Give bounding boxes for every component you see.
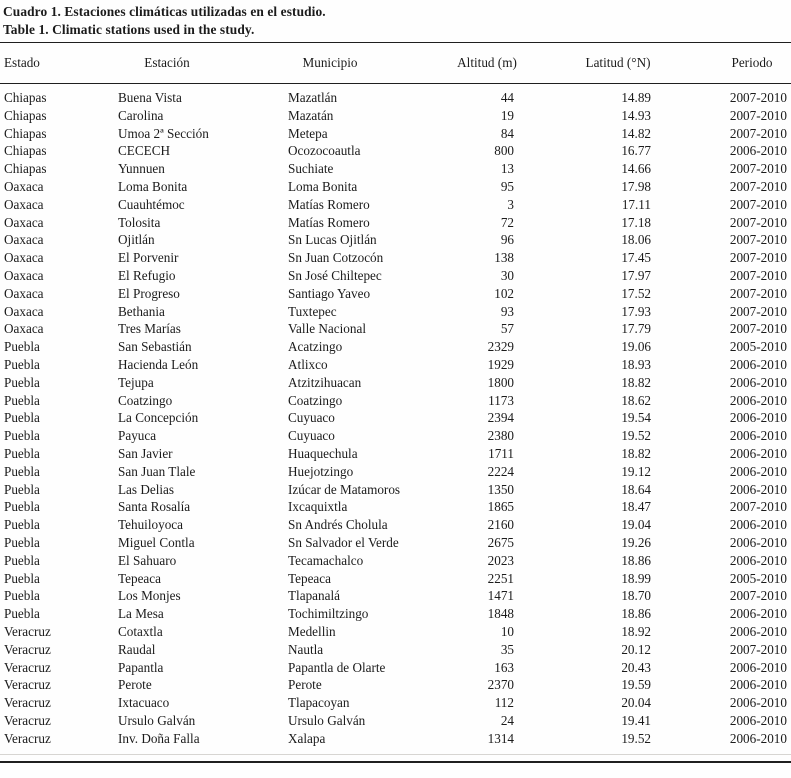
column-header-altitud: Altitud (m) [447,43,545,84]
table-row [0,481,791,499]
cell-periodo: 2007-2010 [729,232,787,248]
cell-municipio: Tochimiltzingo [288,606,369,622]
cell-altitud: 84 [500,125,514,141]
table-row [0,356,791,374]
cell-estacion: Tejupa [118,374,154,390]
cell-altitud: 1350 [487,481,514,497]
table-row [0,267,791,285]
cell-municipio: Suchiate [288,161,334,177]
cell-latitud: 14.93 [621,107,651,123]
cell-municipio: Nautla [288,641,324,657]
cell-altitud: 2370 [487,677,514,693]
cell-estado: Puebla [4,356,40,372]
table-row [0,285,791,303]
cell-estado: Puebla [4,534,40,550]
table-row [0,107,791,125]
cell-estacion: Ixtacuaco [118,695,170,711]
table-row [0,445,791,463]
table-title-spanish: Cuadro 1. Estaciones climáticas utilizadas en el estudio. [3,4,326,19]
table-row [0,623,791,641]
cell-latitud: 18.64 [621,481,651,497]
cell-estado: Puebla [4,499,40,515]
cell-estado: Veracruz [4,641,51,657]
table-row [0,498,791,516]
footer-spacer-row [0,755,791,763]
cell-periodo: 2006-2010 [729,712,787,728]
table-row [0,338,791,356]
cell-altitud: 57 [500,321,514,337]
cell-latitud: 16.77 [621,143,651,159]
cell-estado: Oaxaca [4,214,44,230]
cell-estacion: Las Delias [118,481,175,497]
cell-periodo: 2007-2010 [729,267,787,283]
cell-estado: Puebla [4,445,40,461]
cell-municipio: Cuyuaco [288,428,335,444]
cell-latitud: 18.06 [621,232,651,248]
table-row [0,320,791,338]
cell-estado: Veracruz [4,659,51,675]
cell-estado: Oaxaca [4,267,44,283]
cell-estacion: Miguel Contla [118,534,195,550]
cell-estacion: Carolina [118,107,164,123]
cell-municipio: Atzitzihuacan [288,374,362,390]
table-row [0,641,791,659]
table-row [0,676,791,694]
cell-municipio: Valle Nacional [288,321,366,337]
cell-latitud: 17.52 [621,285,651,301]
cell-latitud: 19.52 [621,428,651,444]
table-row [0,659,791,677]
column-header-estacion: Estación [114,43,279,84]
table-row [0,178,791,196]
cell-periodo: 2007-2010 [729,196,787,212]
cell-municipio: Medellin [288,623,336,639]
cell-estacion: Yunnuen [118,161,165,177]
cell-estacion: La Mesa [118,606,164,622]
table-row [0,570,791,588]
cell-estacion: Inv. Doña Falla [118,730,200,746]
cell-altitud: 2380 [487,428,514,444]
cell-municipio: Sn Lucas Ojitlán [288,232,377,248]
cell-altitud: 1929 [487,356,514,372]
cell-altitud: 95 [500,178,514,194]
cell-periodo: 2007-2010 [729,125,787,141]
cell-periodo: 2007-2010 [729,214,787,230]
cell-latitud: 18.70 [621,588,651,604]
cell-estado: Puebla [4,517,40,533]
table-row [0,463,791,481]
cell-estado: Puebla [4,374,40,390]
cell-municipio: Matías Romero [288,196,370,212]
cell-municipio: Metepa [288,125,328,141]
cell-latitud: 18.92 [621,623,651,639]
cell-altitud: 1314 [487,730,514,746]
cell-periodo: 2006-2010 [729,677,787,693]
cell-altitud: 1865 [487,499,514,515]
cell-latitud: 18.82 [621,374,651,390]
cell-periodo: 2007-2010 [729,90,787,105]
table-row [0,84,791,107]
cell-estado: Oaxaca [4,250,44,266]
cell-altitud: 24 [500,712,514,728]
cell-estacion: Loma Bonita [118,178,188,194]
cell-estacion: El Sahuaro [118,552,177,568]
cell-estado: Chiapas [4,107,47,123]
cell-estado: Puebla [4,428,40,444]
bottom-rule-spacer [0,755,791,763]
cell-periodo: 2006-2010 [729,356,787,372]
cell-estacion: CECECH [118,143,171,159]
cell-municipio: Tlapanalá [288,588,340,604]
cell-estado: Oaxaca [4,178,44,194]
cell-altitud: 1800 [487,374,514,390]
cell-municipio: Loma Bonita [288,178,358,194]
table-row [0,409,791,427]
cell-latitud: 19.59 [621,677,651,693]
cell-periodo: 2006-2010 [729,623,787,639]
cell-latitud: 19.26 [621,534,651,550]
cell-estacion: La Concepción [118,410,199,426]
cell-municipio: Tlapacoyan [288,695,350,711]
cell-altitud: 2394 [487,410,514,426]
table-row [0,160,791,178]
cell-estacion: Papantla [118,659,164,675]
cell-periodo: 2006-2010 [729,517,787,533]
table-title-english: Table 1. Climatic stations used in the study. [3,21,255,37]
cell-periodo: 2006-2010 [729,659,787,675]
cell-periodo: 2005-2010 [729,339,787,355]
cell-municipio: Matías Romero [288,214,370,230]
cell-municipio: Mazatlán [288,90,338,105]
cell-estado: Chiapas [4,90,47,105]
cell-altitud: 30 [500,267,514,283]
cell-estacion: Tolosita [118,214,161,230]
cell-estado: Oaxaca [4,285,44,301]
cell-altitud: 1711 [488,445,514,461]
table-row [0,125,791,143]
cell-periodo: 2007-2010 [729,303,787,319]
column-header-periodo: Periodo [680,43,791,84]
cell-periodo: 2006-2010 [729,606,787,622]
cell-periodo: 2007-2010 [729,178,787,194]
cell-estado: Puebla [4,339,40,355]
cell-latitud: 17.93 [621,303,651,319]
cell-latitud: 19.04 [621,517,651,533]
cell-periodo: 2006-2010 [729,374,787,390]
cell-estado: Chiapas [4,143,47,159]
cell-periodo: 2007-2010 [729,285,787,301]
cell-estado: Veracruz [4,730,51,746]
cell-estacion: Tres Marías [118,321,181,337]
cell-latitud: 20.43 [621,659,651,675]
cell-municipio: Ocozocoautla [288,143,361,159]
cell-estacion: Cotaxtla [118,623,163,639]
cell-municipio: Huejotzingo [288,463,354,479]
cell-municipio: Tuxtepec [288,303,337,319]
cell-estacion: Ojitlán [118,232,155,248]
cell-latitud: 18.93 [621,356,651,372]
cell-altitud: 93 [500,303,514,319]
cell-estacion: Umoa 2ª Sección [118,125,209,141]
cell-estacion: El Progreso [118,285,180,301]
cell-altitud: 138 [494,250,514,266]
cell-altitud: 96 [500,232,514,248]
cell-estado: Puebla [4,481,40,497]
cell-estacion: Perote [118,677,152,693]
cell-municipio: Huaquechula [288,445,358,461]
header-row [0,43,791,84]
cell-periodo: 2007-2010 [729,107,787,123]
cell-municipio: Ursulo Galván [288,712,366,728]
cell-latitud: 19.54 [621,410,651,426]
cell-latitud: 18.47 [621,499,651,515]
cell-latitud: 19.06 [621,339,651,355]
cell-estado: Oaxaca [4,232,44,248]
cell-periodo: 2006-2010 [729,392,787,408]
cell-estado: Oaxaca [4,321,44,337]
cell-municipio: Sn Salvador el Verde [288,534,399,550]
cell-municipio: Papantla de Olarte [288,659,386,675]
cell-periodo: 2006-2010 [729,410,787,426]
cell-altitud: 2251 [487,570,514,586]
cell-latitud: 20.04 [621,695,651,711]
cell-estado: Chiapas [4,125,47,141]
cell-altitud: 2675 [487,534,514,550]
cell-latitud: 17.98 [621,178,651,194]
cell-altitud: 44 [500,90,514,105]
cell-estacion: El Porvenir [118,250,179,266]
table-row [0,694,791,712]
table-body [0,84,791,755]
cell-periodo: 2006-2010 [729,730,787,746]
cell-latitud: 17.79 [621,321,651,337]
climatic-stations-table [0,42,791,763]
cell-latitud: 19.52 [621,730,651,746]
cell-estado: Veracruz [4,623,51,639]
cell-altitud: 10 [500,623,514,639]
table-row [0,605,791,623]
cell-latitud: 19.41 [621,712,651,728]
cell-periodo: 2007-2010 [729,250,787,266]
cell-municipio: Sn Andrés Cholula [288,517,388,533]
cell-periodo: 2007-2010 [729,641,787,657]
cell-latitud: 17.11 [621,196,651,212]
cell-periodo: 2007-2010 [729,321,787,337]
cell-periodo: 2006-2010 [729,481,787,497]
cell-estado: Puebla [4,463,40,479]
cell-altitud: 13 [500,161,514,177]
cell-altitud: 19 [500,107,514,123]
cell-municipio: Mazatán [288,107,334,123]
cell-periodo: 2007-2010 [729,161,787,177]
cell-estado: Puebla [4,606,40,622]
table-row [0,303,791,321]
cell-estado: Puebla [4,410,40,426]
cell-estacion: Santa Rosalía [118,499,191,515]
cell-estacion: San Javier [118,445,173,461]
cell-estacion: Payuca [118,428,157,444]
cell-altitud: 2023 [487,552,514,568]
cell-municipio: Santiago Yaveo [288,285,371,301]
cell-latitud: 18.62 [621,392,651,408]
cell-estacion: Raudal [118,641,156,657]
cell-estado: Veracruz [4,677,51,693]
cell-municipio: Perote [288,677,322,693]
table-caption [0,3,791,38]
cell-altitud: 1173 [488,392,514,408]
cell-latitud: 14.82 [621,125,651,141]
table-row [0,730,791,755]
cell-municipio: Atlixco [288,356,328,372]
table-row [0,214,791,232]
cell-municipio: Tecamachalco [288,552,364,568]
cell-municipio: Coatzingo [288,392,343,408]
table-row [0,392,791,410]
cell-estacion: Tehuiloyoca [118,517,183,533]
cell-estado: Puebla [4,588,40,604]
table-row [0,196,791,214]
table-row [0,249,791,267]
cell-altitud: 163 [494,659,514,675]
cell-altitud: 2329 [487,339,514,355]
cell-periodo: 2006-2010 [729,428,787,444]
cell-estacion: Hacienda León [118,356,199,372]
cell-estacion: Los Monjes [118,588,181,604]
cell-altitud: 1848 [487,606,514,622]
cell-estacion: San Sebastián [118,339,192,355]
cell-altitud: 3 [507,196,514,212]
table-row [0,231,791,249]
cell-periodo: 2005-2010 [729,570,787,586]
cell-municipio: Ixcaquixtla [288,499,348,515]
cell-latitud: 18.82 [621,445,651,461]
column-header-estado: Estado [0,43,114,84]
cell-estado: Puebla [4,552,40,568]
cell-altitud: 72 [500,214,514,230]
column-header-latitud: Latitud (°N) [545,43,680,84]
cell-estado: Veracruz [4,712,51,728]
table-footer [0,755,791,763]
table-row [0,516,791,534]
cell-estacion: Bethania [118,303,165,319]
table-row [0,712,791,730]
cell-latitud: 18.99 [621,570,651,586]
cell-periodo: 2006-2010 [729,552,787,568]
cell-municipio: Tepeaca [288,570,331,586]
cell-estacion: El Refugio [118,267,176,283]
cell-estacion: Tepeaca [118,570,161,586]
cell-latitud: 17.97 [621,267,651,283]
table-row [0,374,791,392]
column-header-municipio: Municipio [279,43,447,84]
cell-periodo: 2006-2010 [729,463,787,479]
table-row [0,552,791,570]
cell-periodo: 2006-2010 [729,445,787,461]
cell-periodo: 2007-2010 [729,588,787,604]
cell-periodo: 2006-2010 [729,534,787,550]
cell-altitud: 2160 [487,517,514,533]
cell-altitud: 1471 [487,588,514,604]
cell-estado: Oaxaca [4,196,44,212]
cell-latitud: 18.86 [621,606,651,622]
cell-latitud: 17.18 [621,214,651,230]
cell-estado: Veracruz [4,695,51,711]
table-row [0,587,791,605]
cell-estado: Chiapas [4,161,47,177]
cell-municipio: Izúcar de Matamoros [288,481,401,497]
table-row [0,534,791,552]
cell-municipio: Cuyuaco [288,410,335,426]
cell-estacion: Ursulo Galván [118,712,196,728]
cell-altitud: 800 [494,143,514,159]
cell-municipio: Acatzingo [288,339,343,355]
cell-estacion: Coatzingo [118,392,173,408]
cell-altitud: 102 [494,285,514,301]
cell-municipio: Xalapa [288,730,326,746]
cell-municipio: Sn Juan Cotzocón [288,250,384,266]
cell-estacion: Cuauhtémoc [118,196,185,212]
cell-periodo: 2006-2010 [729,143,787,159]
cell-latitud: 17.45 [621,250,651,266]
cell-estacion: San Juan Tlale [118,463,196,479]
cell-latitud: 14.89 [621,90,651,105]
table-header [0,43,791,84]
cell-estado: Puebla [4,392,40,408]
cell-altitud: 2224 [487,463,514,479]
cell-municipio: Sn José Chiltepec [288,267,382,283]
cell-estacion: Buena Vista [118,90,182,105]
cell-latitud: 19.12 [621,463,651,479]
table-row [0,142,791,160]
cell-periodo: 2006-2010 [729,695,787,711]
cell-latitud: 20.12 [621,641,651,657]
cell-altitud: 112 [494,695,514,711]
cell-periodo: 2007-2010 [729,499,787,515]
cell-latitud: 14.66 [621,161,651,177]
cell-altitud: 35 [500,641,514,657]
cell-latitud: 18.86 [621,552,651,568]
cell-estado: Puebla [4,570,40,586]
table-row [0,427,791,445]
cell-estado: Oaxaca [4,303,44,319]
